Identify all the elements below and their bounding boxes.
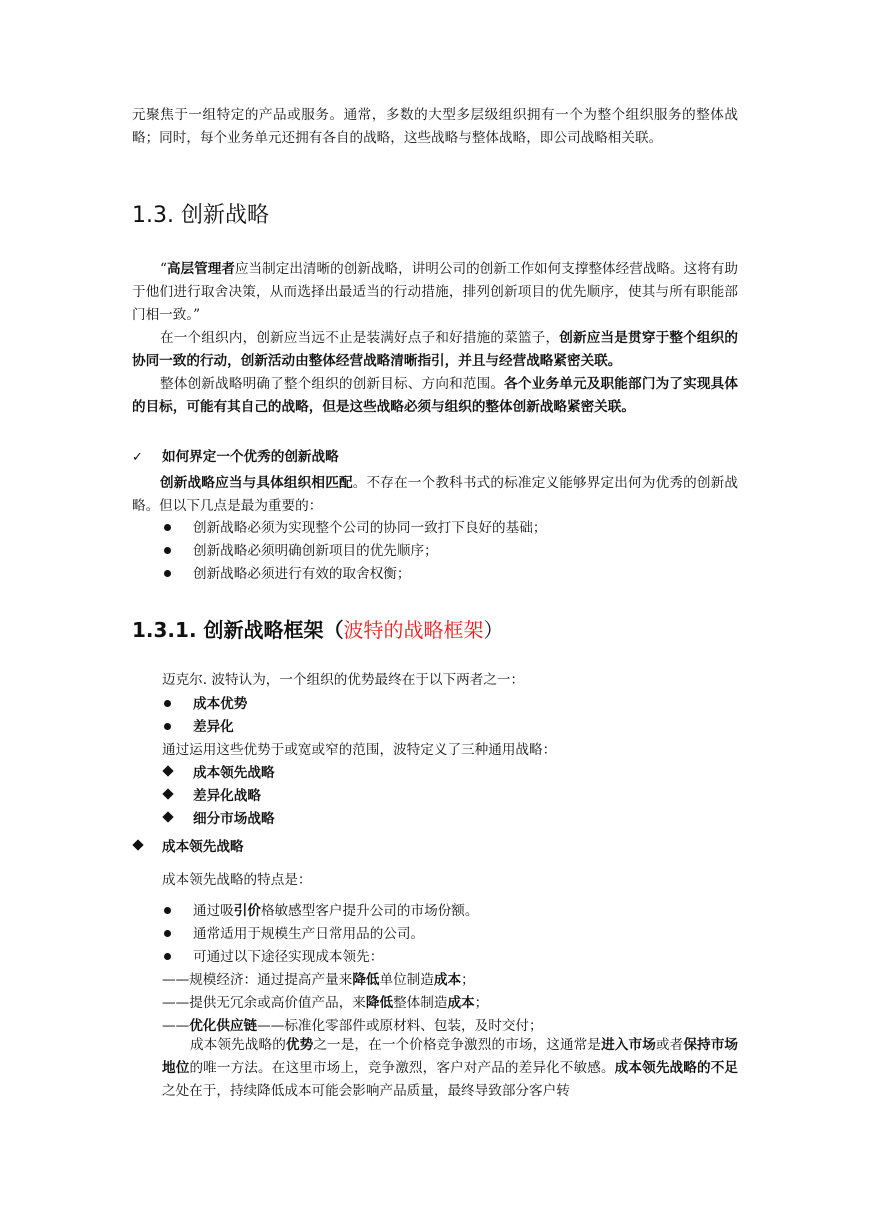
bold-text: 成本 <box>433 972 462 988</box>
text: 的唯一方法。在这里市场上，竞争激烈，客户对产品的差异化不敏感。 <box>189 1060 615 1076</box>
bullet-diamond-icon <box>162 765 173 776</box>
bold-text: 优势 <box>285 1037 314 1053</box>
checkmark-icon: ✓ <box>132 450 143 465</box>
porter-intro: 迈克尔. 波特认为，一个组织的优势最终在于以下两者之一： <box>162 672 525 688</box>
paragraph-text: 整体创新战略明确了整个组织的创新目标、方向和范围。 <box>160 376 505 392</box>
text: 单位制造 <box>379 972 434 988</box>
check-item-label: 如何界定一个优秀的创新战略 <box>162 449 339 465</box>
bullet-diamond-icon <box>162 811 173 822</box>
cost-leadership-heading: 成本领先战略 <box>162 839 244 855</box>
list-item: 成本优势 <box>193 696 248 712</box>
list-item: 创新战略必须明确创新项目的优先顺序； <box>193 543 438 559</box>
bold-text: 成本领先战略的不足 <box>614 1060 739 1076</box>
cost-intro: 成本领先战略的特点是： <box>162 872 312 888</box>
bullet-dot-icon <box>164 953 171 960</box>
bold-text: 保持市场地位 <box>162 1037 739 1076</box>
bold-text: 各个业务单元及职能部门为了实现具体的目标，可能有其自己的战略，但是这些战略必须与组织的整体创新战略紧密关联。 <box>132 376 739 415</box>
paragraph-text: 在一个组织内，创新应当远不止是装满好点子和好措施的菜篮子， <box>160 330 560 346</box>
bold-text: 降低 <box>352 972 380 988</box>
paragraph-innovation-action <box>132 327 738 373</box>
paragraph-overall-strategy <box>132 373 738 419</box>
porter-bridge: 通过运用这些优势于或宽或窄的范围，波特定义了三种通用战略： <box>162 742 557 758</box>
bold-text: 进入市场 <box>601 1037 656 1053</box>
bullet-dot-icon <box>164 547 171 554</box>
dash-item <box>162 992 488 1015</box>
text: 通过吸 <box>193 903 234 919</box>
bold-text: 优化供应链 <box>189 1018 258 1034</box>
text: ——规模经济：通过提高产量来 <box>162 972 353 988</box>
text: ——提供无冗余或高价值产品，来 <box>162 995 366 1011</box>
list-item: 可通过以下途径实现成本领先： <box>193 949 384 965</box>
list-item: 差异化战略 <box>193 788 261 804</box>
section-heading-1-3-1 <box>132 615 504 645</box>
text: 之一是，在一个价格竞争激烈的市场，这通常是 <box>313 1037 602 1053</box>
heading-prefix: 1.3.1. 创新战略框架（ <box>132 618 344 642</box>
bold-text: 引价 <box>233 903 261 919</box>
heading-suffix: ） <box>483 618 504 642</box>
bold-senior-management: 高层管理者 <box>166 261 235 277</box>
bullet-diamond-icon <box>162 788 173 799</box>
dash-item <box>162 969 475 992</box>
bold-text: 降低 <box>365 995 394 1011</box>
paragraph-match-organization <box>132 472 738 518</box>
paragraph-text: 。不存在一个教科书式的标准定义能够界定出何为优秀的创新战略。但以下几点是最为重要的： <box>132 475 739 514</box>
bullet-dot-icon <box>164 930 171 937</box>
bullet-diamond-icon <box>132 839 143 850</box>
list-item: 细分市场战略 <box>193 811 275 827</box>
bold-text: 成本 <box>447 995 475 1011</box>
bold-text: 创新战略应当与具体组织相匹配 <box>160 475 353 491</box>
paragraph-senior-management <box>132 258 738 327</box>
paragraph-cost-advantage <box>162 1034 738 1103</box>
list-item: 成本领先战略 <box>193 765 275 781</box>
text: ——标准化零部件或原材料、包装，及时交付； <box>257 1018 543 1034</box>
bullet-dot-icon <box>164 524 171 531</box>
paragraph-text: 应当制定出清晰的创新战略，讲明公司的创新工作如何支撑整体经营战略。这将有助于他们进行取舍决策，从而选择出最适当的行动措施，排列创新项目的优先顺序，使其与所有职能部门相一致。” <box>132 261 738 323</box>
heading-red-text: 波特的战略框架 <box>343 618 484 642</box>
text: ； <box>474 995 489 1011</box>
bold-text: 创新应当是贯穿于整个组织的协同一致的行动，创新活动由整体经营战略清晰指引，并且与经营战略紧密关联。 <box>132 330 739 369</box>
bullet-dot-icon <box>164 570 171 577</box>
text: 之处在于，持续降低成本可能会影响产品质量，最终导致部分客户转 <box>162 1083 570 1099</box>
list-item <box>193 900 478 923</box>
list-item: 创新战略必须为实现整个公司的协同一致打下良好的基础； <box>193 520 547 536</box>
list-item: 通常适用于规模生产日常用品的公司。 <box>193 926 425 942</box>
bullet-dot-icon <box>164 700 171 707</box>
text: 成本领先战略的 <box>190 1037 286 1053</box>
bullet-dot-icon <box>164 907 171 914</box>
text: 或者 <box>655 1037 684 1053</box>
list-item: 差异化 <box>193 719 234 735</box>
text: ； <box>461 972 475 988</box>
quote-open: “ <box>160 261 167 277</box>
bullet-dot-icon <box>164 723 171 730</box>
list-item: 创新战略必须进行有效的取舍权衡； <box>193 566 411 582</box>
section-heading-1-3: 1.3. 创新战略 <box>132 203 269 228</box>
text: —— <box>162 1018 190 1034</box>
intro-paragraph: 元聚焦于一组特定的产品或服务。通常，多数的大型多层级组织拥有一个为整个组织服务的整体战略；同时，每个业务单元还拥有各自的战略，这些战略与整体战略，即公司战略相关联。 <box>132 107 738 146</box>
text: 整体制造 <box>393 995 448 1011</box>
text: 格敏感型客户提升公司的市场份额。 <box>260 903 479 919</box>
